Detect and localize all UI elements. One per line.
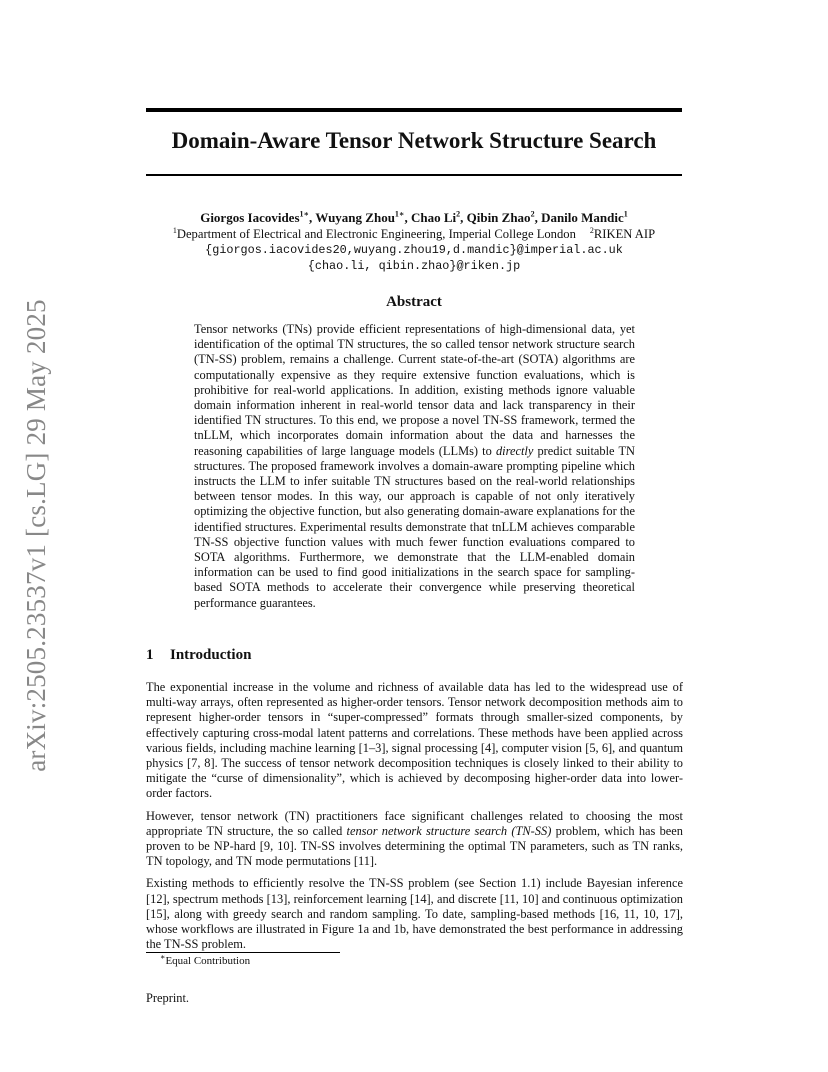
author-mark: 1∗ — [299, 209, 310, 219]
author-name: Chao Li — [410, 210, 457, 225]
abstract-heading: Abstract — [386, 294, 442, 310]
footnote-rule — [146, 952, 340, 953]
affiliation-mark: 1 — [172, 225, 177, 235]
paragraph: The exponential increase in the volume and richness of available data has led to the widespread use of multi-way arrays, often represented as higher-order tensors. Tensor network decomposition methods aim to represent higher-order tensors in “super-compressed” formats through smaller-sized components, by effectively capturing cross-modal latent patterns and correlations. These methods have been applied across various fields, including machine learning [1–3], signal processing [4], computer vision [5, 6], and quantum physics [7, 8]. The success of tensor network decomposition techniques is closely linked to their ability to mitigate the “curse of dimensionality”, which is achieved by decomposing higher-order data into lower-order factors. — [146, 680, 683, 801]
paragraph: However, tensor network (TN) practitioners face significant challenges related to choosing the most appropriate TN structure, the so called tensor network structure search (TN-SS) problem, which has been proven to be NP-hard [9, 10]. TN-SS involves determining the optimal TN parameters, such as TN ranks, TN topology, and TN mode permutations [11]. — [146, 808, 684, 869]
title-rule-top — [146, 108, 682, 112]
email-line: {giorgos.iacovides20,wuyang.zhou19,d.mandic}@imperial.ac.uk — [205, 243, 623, 257]
footnote — [160, 952, 251, 967]
paragraph-emphasis: tensor network structure search (TN-SS) — [346, 823, 552, 838]
affiliation-text: RIKEN AIP — [593, 227, 656, 241]
author-mark: 2 — [456, 209, 461, 219]
arxiv-id: arXiv:2505.23537v1 [cs.LG] 29 May 2025 — [20, 298, 51, 772]
footnote-text: Equal Contribution — [165, 955, 251, 967]
abstract-emphasis: directly — [495, 443, 534, 458]
author-name: Wuyang Zhou — [315, 210, 395, 225]
paragraph: Existing methods to efficiently resolve the TN-SS problem (see Section 1.1) include Bayesian inference [12], spectrum methods [13], reinforcement learning [14], and discrete [11, 10] and continuous optimization [15], along with greedy search and random sampling. To date, sampling-based methods [16, 11, 10, 17], whose workflows are illustrated in Figure 1a and 1b, have demonstrated the best performance in addressing the TN-SS problem. — [146, 876, 683, 952]
section-heading — [146, 647, 682, 664]
author-name: Qibin Zhao — [466, 210, 531, 225]
author-name: Giorgos Iacovides — [200, 210, 300, 225]
author-mark: 1∗ — [394, 209, 405, 219]
affiliation-text: Department of Electrical and Electronic Engineering, Imperial College London — [176, 227, 576, 241]
author-mark: 1 — [623, 209, 628, 219]
section-title-text: Introduction — [170, 647, 252, 663]
author-mark: 2 — [530, 209, 535, 219]
arxiv-watermark — [12, 295, 60, 775]
email-line: {chao.li, qibin.zhao}@riken.jp — [307, 259, 521, 273]
section-number: 1 — [146, 647, 154, 663]
author-name: Danilo Mandic — [541, 210, 624, 225]
affiliation-mark: 2 — [589, 225, 594, 235]
author-list: Giorgos Iacovides$^{1∗}$, Wuyang Zhou$^{1∗}$, Chao Li$^2$, Qibin Zhao$^2$, Danilo Mandic$^1$ — [200, 209, 628, 225]
footnote-mark: ∗ — [160, 952, 166, 962]
affiliations — [146, 226, 682, 242]
abstract-text: Tensor networks (TNs) provide efficient representations of high-dimensional data, yet identification of the optimal TN structures, the so called tensor network structure search (TN-SS) problem, remains a challenge. Current state-of-the-art (SOTA) algorithms are computationally expensive as they require extensive function evaluations, which is prohibitive for real-world applications. In addition, existing methods ignore valuable domain information inherent in real-world tensor data and lack transparency in their identified TN structures. To this end, we propose a novel TN-SS framework, termed the tnLLM, which incorporates domain information about the data and harnesses the reasoning capabilities of large language models (LLMs) to directly predict suitable TN structures. The proposed framework involves a domain-aware prompting pipeline which instructs the LLM to infer suitable TN structures based on the real-world relationships between tensor modes. In this way, our approach is capable of not only iteratively optimizing the objective function, but also generating domain-aware explanations for the identified structures. Experimental results demonstrate that tnLLM achieves comparable TN-SS objective function values with much fewer function evaluations compared to SOTA algorithms. Furthermore, we demonstrate that the LLM-enabled domain information can be used to find good initializations in the search space for sampling-based SOTA methods to accelerate their convergence while preserving theoretical performance guarantees. — [194, 322, 635, 610]
paper-title: Domain-Aware Tensor Network Structure Search — [171, 128, 657, 153]
title-rule-bottom — [146, 174, 682, 176]
page-footer: Preprint. — [146, 991, 190, 1005]
author-block — [146, 209, 682, 274]
